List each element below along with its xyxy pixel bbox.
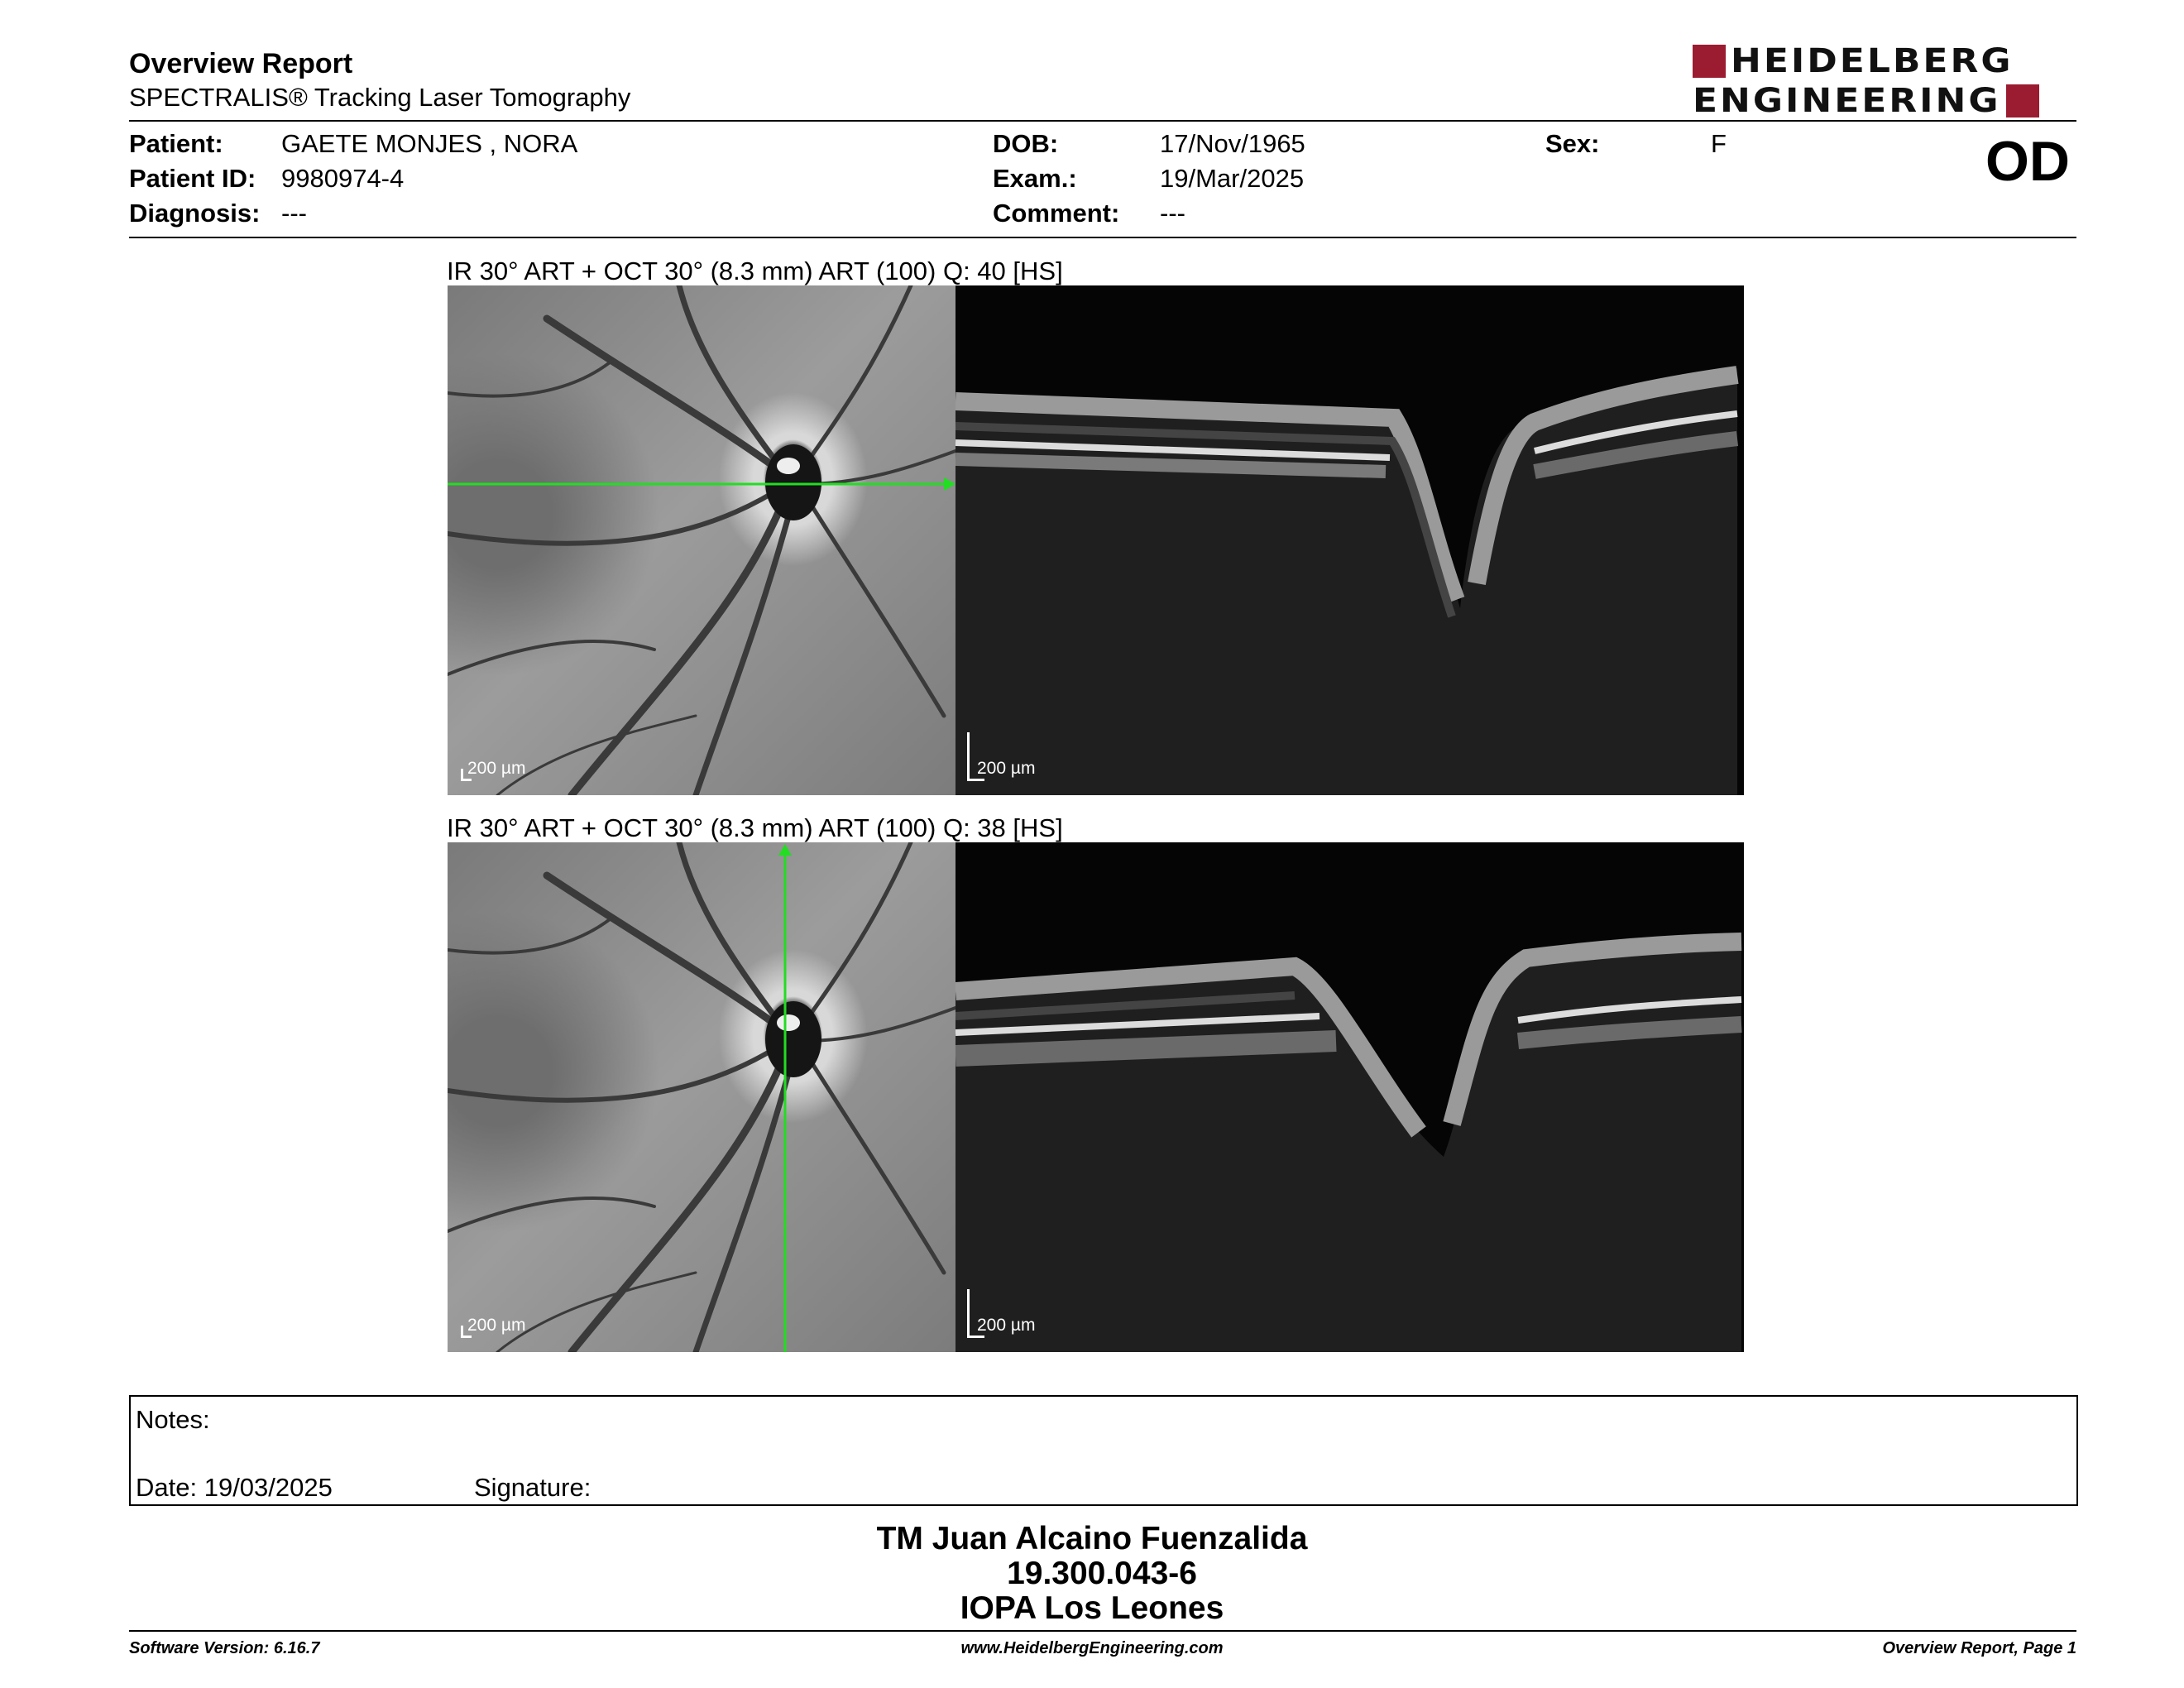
footer-divider: [129, 1630, 2076, 1632]
sex-value: F: [1711, 129, 1727, 158]
logo-square-icon: [1693, 45, 1726, 78]
patient-divider: [129, 237, 2076, 238]
dob-label: DOB:: [993, 129, 1059, 158]
stamp-institution: IOPA Los Leones: [960, 1590, 1224, 1626]
stamp-id: 19.300.043-6: [1007, 1556, 1197, 1591]
comment-label: Comment:: [993, 199, 1120, 228]
fundus-image[interactable]: [448, 285, 956, 795]
heidelberg-logo: [1693, 41, 2078, 120]
scan-caption: IR 30° ART + OCT 30° (8.3 mm) ART (100) Q: 38 [HS]: [447, 813, 1063, 842]
footer-website-link[interactable]: www.HeidelbergEngineering.com: [960, 1639, 1224, 1657]
page-indicator: Overview Report, Page 1: [1882, 1639, 2076, 1657]
header-divider: [129, 120, 2076, 122]
comment-value: ---: [1160, 199, 1185, 228]
oct-bscan-image[interactable]: [956, 842, 1744, 1352]
diagnosis-label: Diagnosis:: [129, 199, 261, 228]
notes-box[interactable]: [129, 1395, 2078, 1506]
fundus-vessels: [448, 285, 956, 795]
oct-scale-label: 200 µm: [977, 1316, 1036, 1335]
logo-line2: ENGINEERING: [1693, 81, 2001, 120]
software-version: Software Version: 6.16.7: [129, 1639, 320, 1657]
notes-date: Date: 19/03/2025: [136, 1473, 333, 1502]
signature-label: Signature:: [474, 1473, 592, 1502]
fundus-scale-label: 200 µm: [467, 1316, 526, 1335]
patient-name: GAETE MONJES , NORA: [281, 129, 578, 158]
logo-square-icon: [2006, 84, 2039, 117]
patient-label: Patient:: [129, 129, 223, 158]
oct-scale-label: 200 µm: [977, 759, 1036, 778]
eye-indicator: OD: [1985, 130, 2070, 193]
exam-date: 19/Mar/2025: [1160, 164, 1305, 193]
report-subtitle: SPECTRALIS® Tracking Laser Tomography: [129, 83, 631, 112]
fundus-image[interactable]: [448, 842, 956, 1352]
fundus-scale-label: 200 µm: [467, 759, 526, 778]
exam-label: Exam.:: [993, 164, 1077, 193]
oct-layers: [956, 285, 1744, 795]
stamp-name: TM Juan Alcaino Fuenzalida: [876, 1521, 1308, 1556]
diagnosis-value: ---: [281, 199, 307, 228]
notes-label: Notes:: [136, 1405, 210, 1434]
logo-line1: HEIDELBERG: [1731, 41, 2014, 80]
scan-caption: IR 30° ART + OCT 30° (8.3 mm) ART (100) Q: 40 [HS]: [447, 257, 1063, 285]
oct-layers: [956, 842, 1744, 1352]
fundus-vessels: [448, 842, 956, 1352]
oct-bscan-image[interactable]: [956, 285, 1744, 795]
patient-id-label: Patient ID:: [129, 164, 256, 193]
dob-value: 17/Nov/1965: [1160, 129, 1305, 158]
report-title: Overview Report: [129, 48, 353, 79]
sex-label: Sex:: [1545, 129, 1600, 158]
patient-id: 9980974-4: [281, 164, 405, 193]
